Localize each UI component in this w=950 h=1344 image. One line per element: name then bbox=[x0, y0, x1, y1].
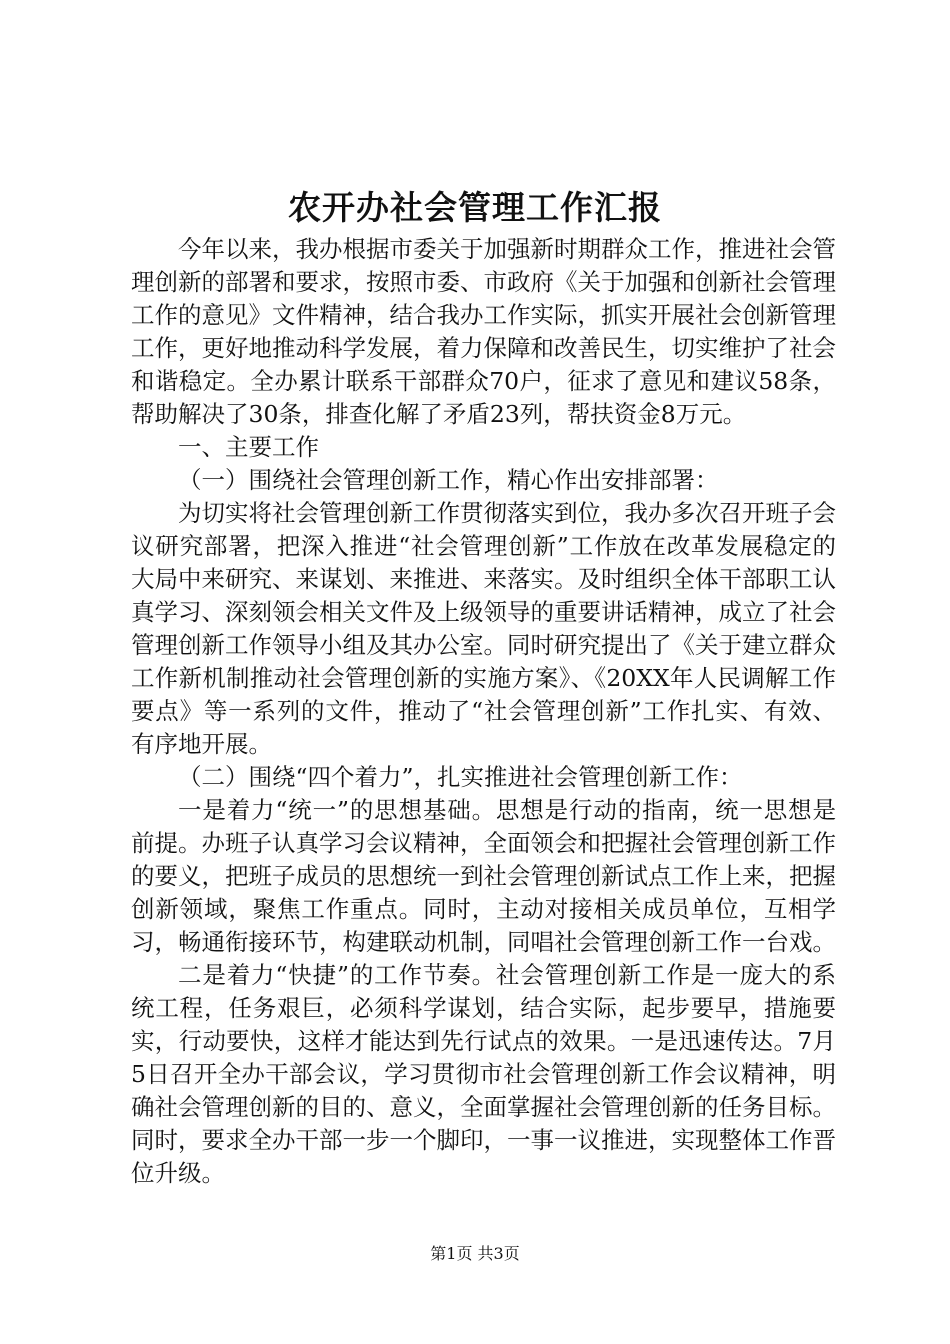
document-title: 农开办社会管理工作汇报 bbox=[288, 188, 662, 227]
paragraph-deployment: 为切实将社会管理创新工作贯彻落实到位，我办多次召开班子会议研究部署，把深入推进“社会管理创新”工作放在改革发展稳定的大局中来研究、来谋划、来推进、来落实。及时组织全体干部职工认真学习、深刻领会相关文件及上级领导的重要讲话精神，成立了社会管理创新工作领导小组及其办公室。同时研究提出了《关于建立群众工作新机制推动社会管理创新的实施方案》、《20XX年人民调解工作要点》等一系列的文件，推动了“社会管理创新”工作扎实、有效、有序地开展。 bbox=[131, 499, 836, 758]
document-body bbox=[131, 233, 836, 1190]
section-heading-main-work: 一、主要工作 bbox=[178, 433, 319, 461]
page-footer: 第1页 共3页 bbox=[430, 1244, 520, 1263]
subsection-heading-1: （一）围绕社会管理创新工作，精心作出安排部署： bbox=[178, 466, 719, 494]
paragraph-fast-pace: 二是着力“快捷”的工作节奏。社会管理创新工作是一庞大的系统工程，任务艰巨，必须科学谋划，结合实际，起步要早，措施要实，行动要快，这样才能达到先行试点的效果。一是迅速传达。7月5日召开全办干部会议，学习贯彻市社会管理创新工作会议精神，明确社会管理创新的目的、意义，全面掌握社会管理创新的任务目标。同时，要求全办干部一步一个脚印，一事一议推进，实现整体工作晋位升级。 bbox=[131, 961, 836, 1187]
intro-paragraph: 今年以来，我办根据市委关于加强新时期群众工作，推进社会管理创新的部署和要求，按照市委、市政府《关于加强和创新社会管理工作的意见》文件精神，结合我办工作实际，抓实开展社会创新管理工作，更好地推动科学发展，着力保障和改善民生，切实维护了社会和谐稳定。全办累计联系干部群众70户，征求了意见和建议58条，帮助解决了30条，排查化解了矛盾23列，帮扶资金8万元。 bbox=[131, 235, 836, 428]
subsection-heading-2: （二）围绕“四个着力”，扎实推进社会管理创新工作： bbox=[178, 763, 743, 791]
paragraph-unify-thinking: 一是着力“统一”的思想基础。思想是行动的指南，统一思想是前提。办班子认真学习会议精神，全面领会和把握社会管理创新工作的要义，把班子成员的思想统一到社会管理创新试点工作上来，把握创新领域，聚焦工作重点。同时，主动对接相关成员单位，互相学习，畅通衔接环节，构建联动机制，同唱社会管理创新工作一台戏。 bbox=[131, 796, 836, 956]
